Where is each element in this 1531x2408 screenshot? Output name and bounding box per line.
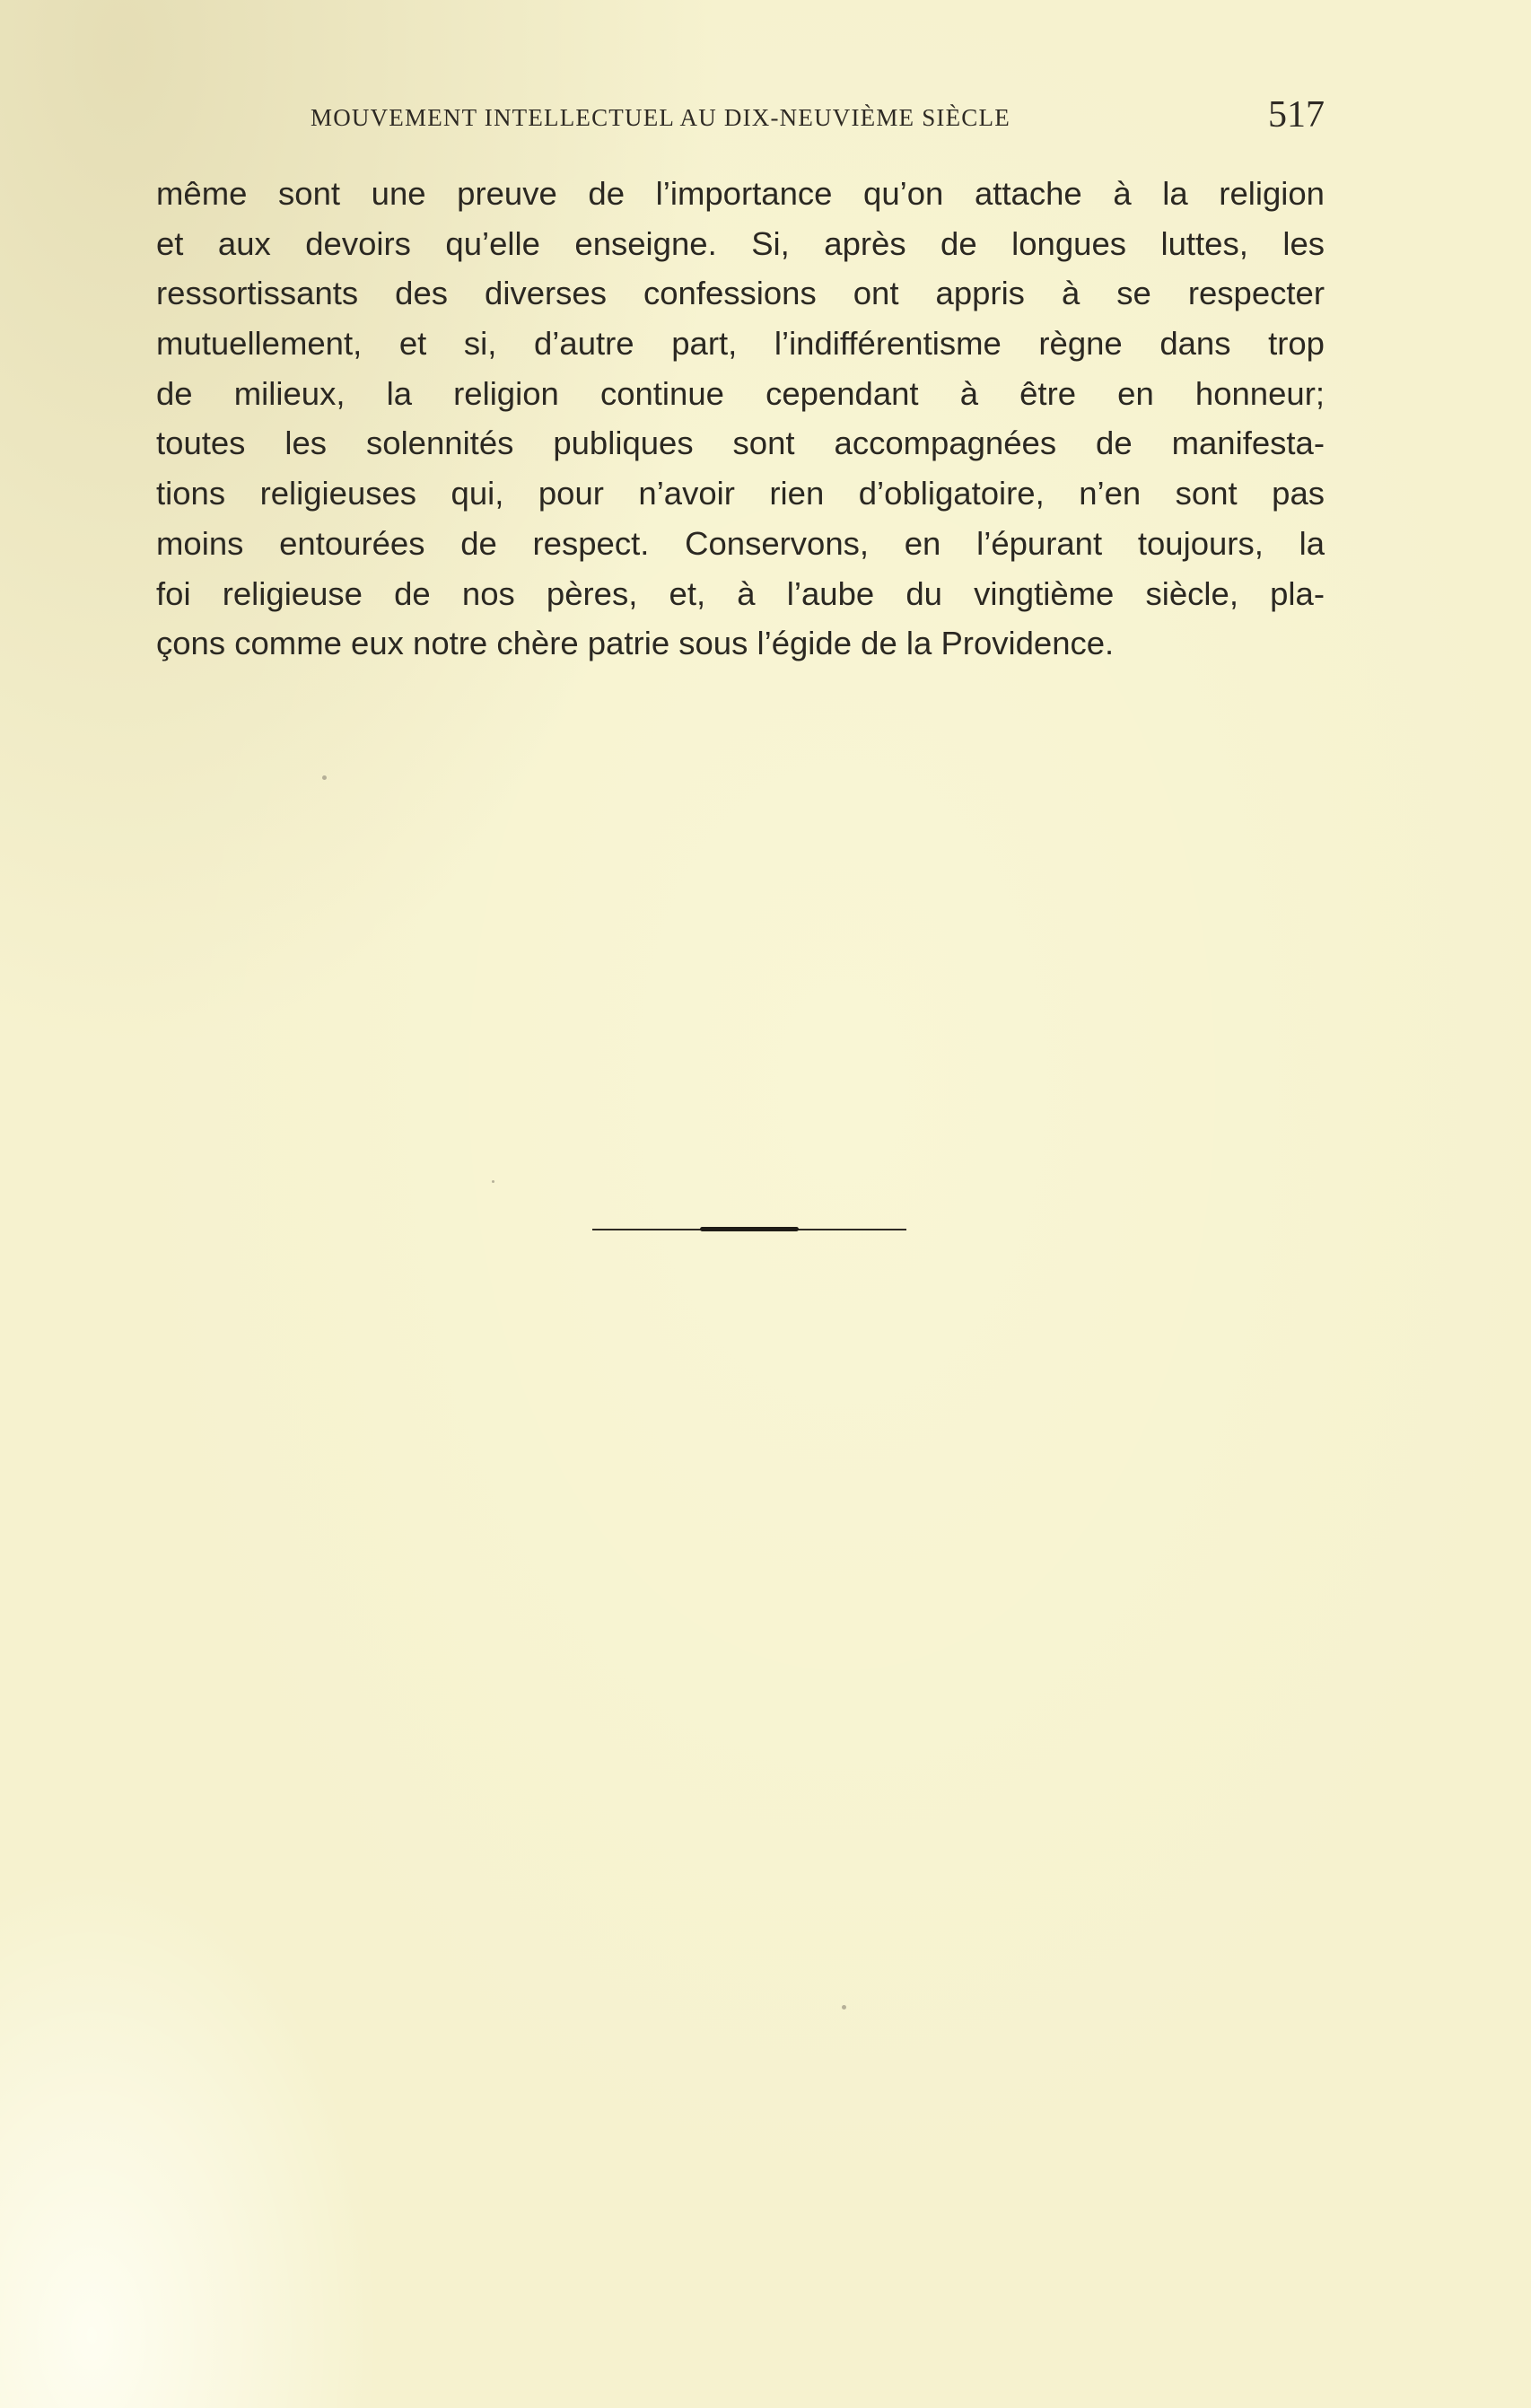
end-rule-swell bbox=[700, 1227, 799, 1231]
text-line: mutuellement, et si, d’autre part, l’indifférentisme règne dans trop bbox=[156, 325, 1325, 363]
text-line: même sont une preuve de l’importance qu’on attache à la religion bbox=[156, 175, 1325, 212]
text-line: toutes les solennités publiques sont accompagnées de manifesta- bbox=[156, 425, 1325, 462]
paper-speck bbox=[842, 2005, 846, 2010]
text-line: çons comme eux notre chère patrie sous l’égide de la Providence. bbox=[156, 625, 1115, 662]
paper-speck bbox=[322, 775, 327, 780]
text-line: moins entourées de respect. Conservons, en l’épurant toujours, la bbox=[156, 524, 1325, 562]
text-line: tions religieuses qui, pour n’avoir rien d’obligatoire, n’en sont pas bbox=[156, 475, 1325, 512]
body-paragraph bbox=[156, 169, 1325, 669]
text-line: ressortissants des diverses confessions ont appris à se respecter bbox=[156, 275, 1325, 312]
running-head bbox=[311, 93, 1325, 142]
text-line: de milieux, la religion continue cependant à être en honneur; bbox=[156, 374, 1325, 412]
text-line: foi religieuse de nos pères, et, à l’aube du vingtième siècle, pla- bbox=[156, 574, 1325, 612]
paper-speck bbox=[492, 1180, 494, 1183]
text-line: et aux devoirs qu’elle enseigne. Si, après de longues luttes, les bbox=[156, 224, 1325, 262]
page-number: 517 bbox=[1268, 94, 1325, 136]
running-title: MOUVEMENT INTELLECTUEL AU DIX-NEUVIÈME SIÈCLE bbox=[311, 104, 1010, 131]
